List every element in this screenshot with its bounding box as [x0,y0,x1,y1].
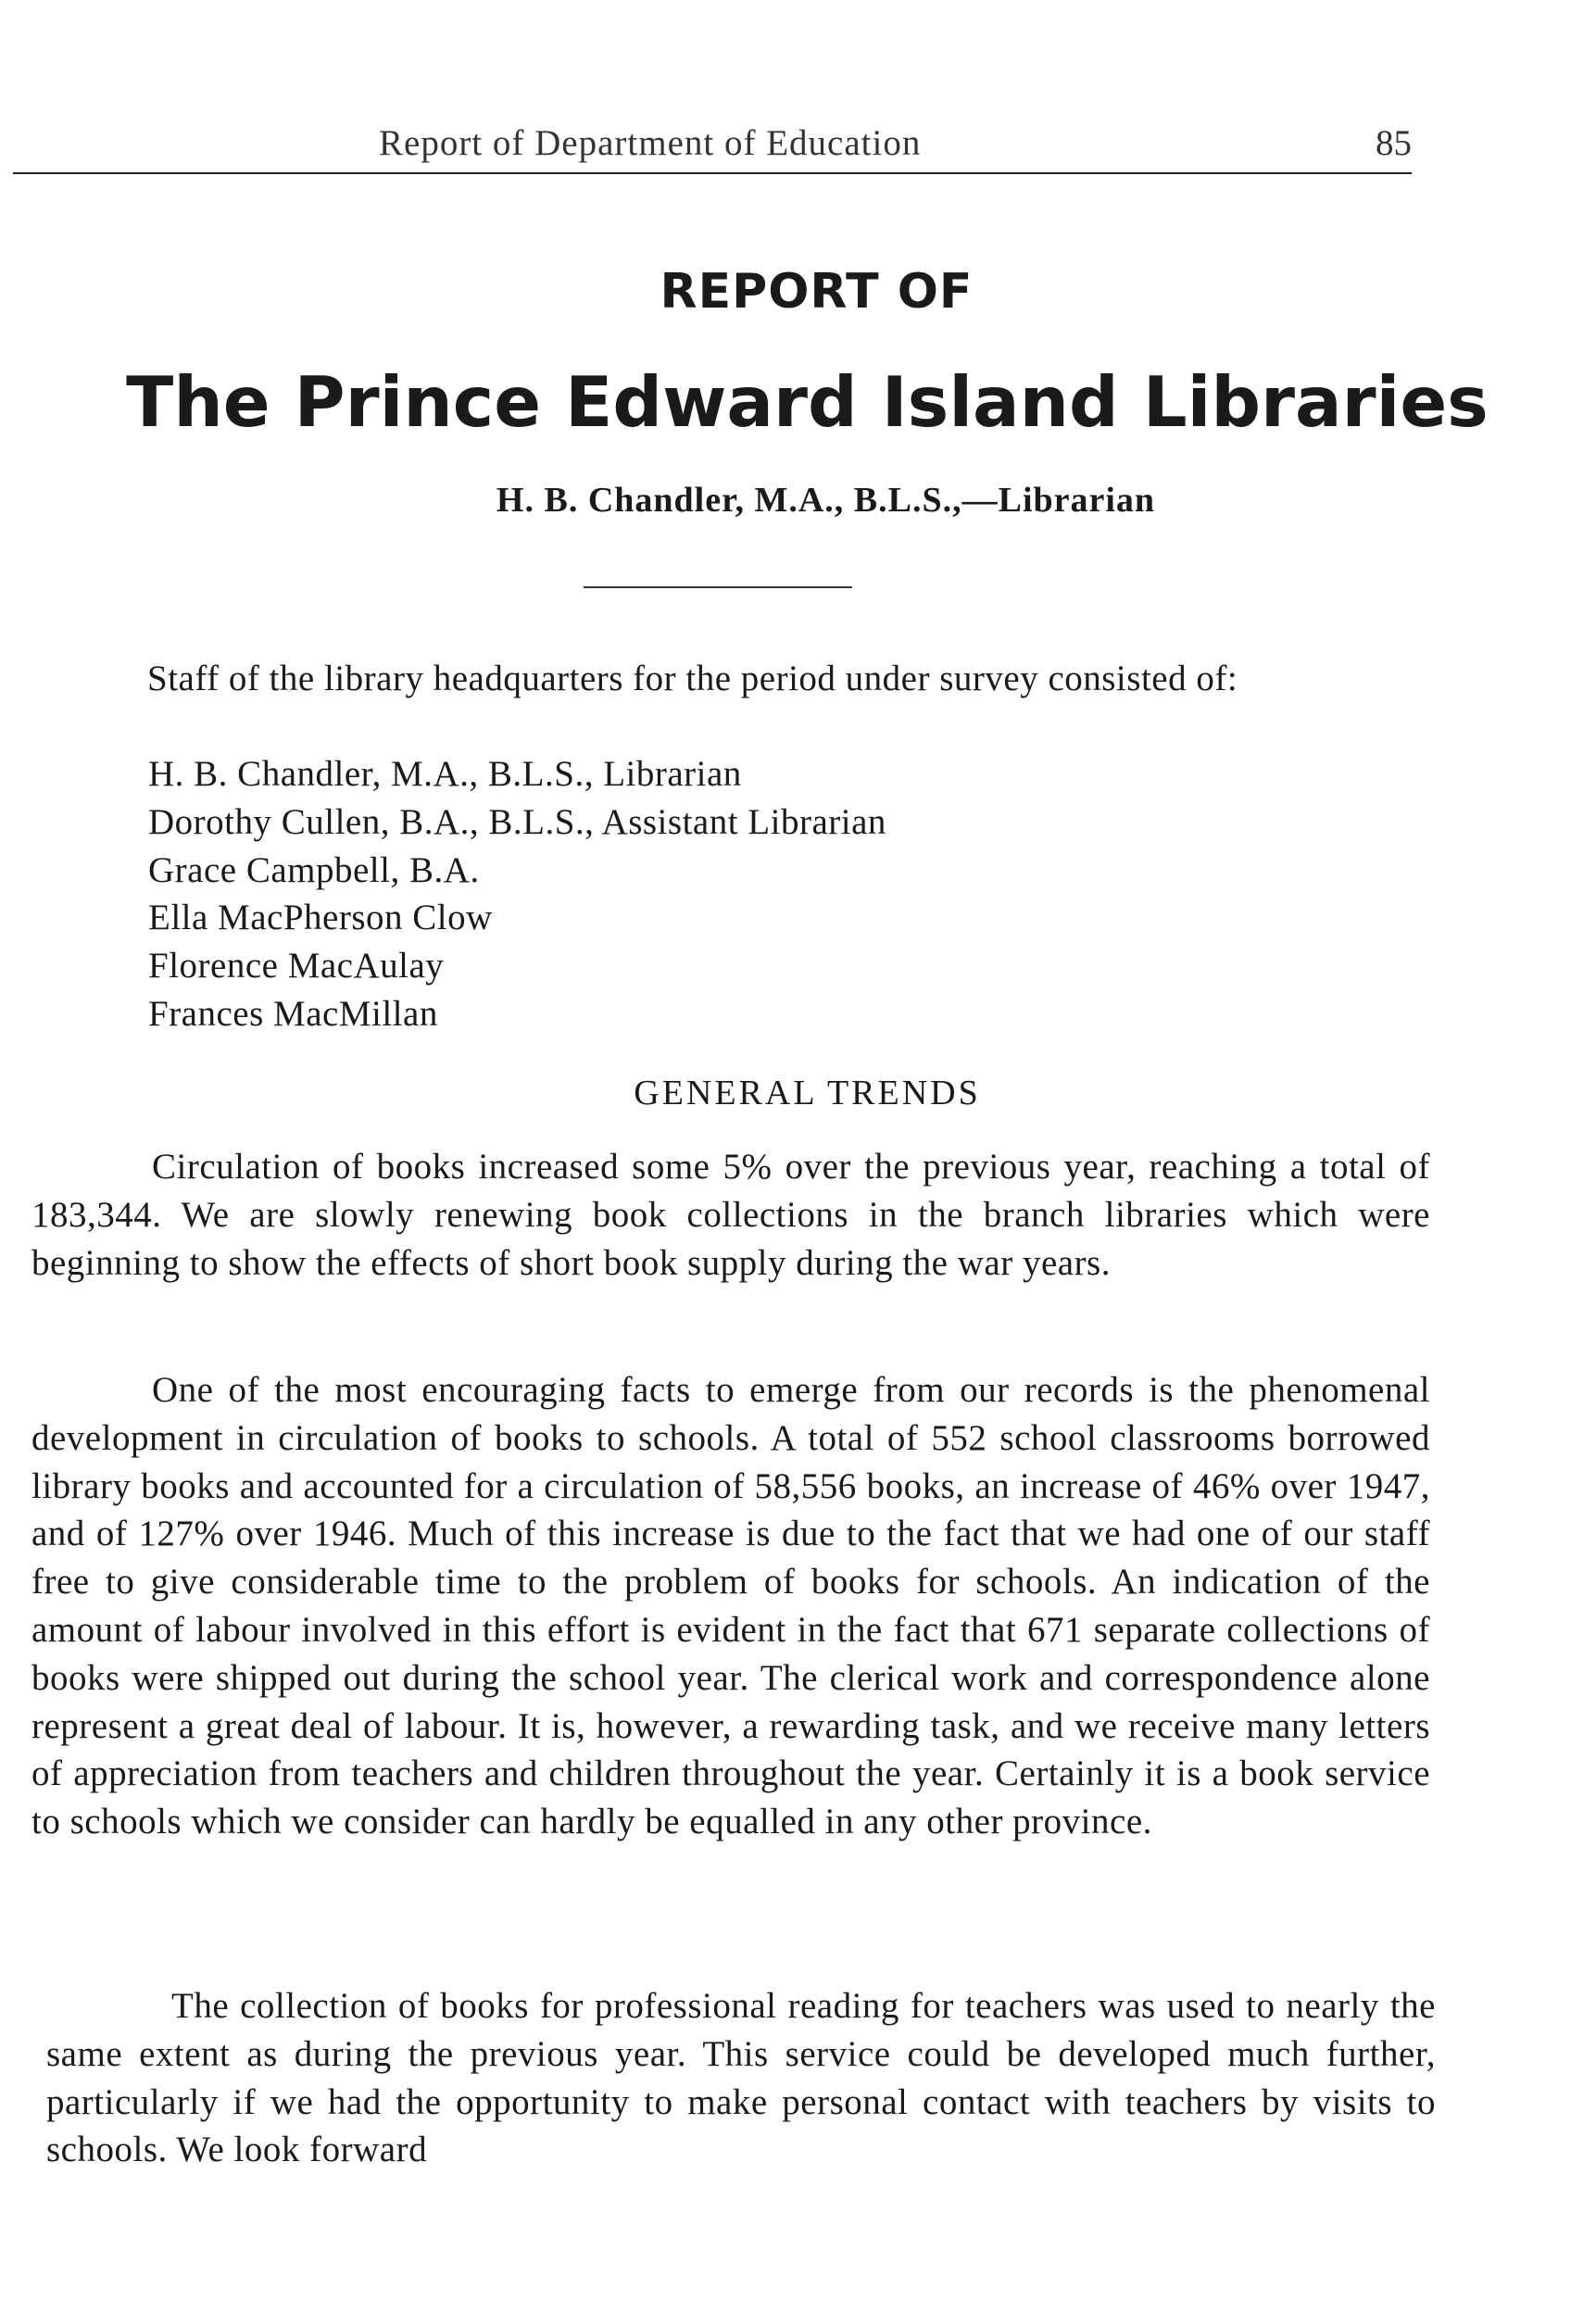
divider-rule [584,586,852,588]
running-header [13,119,1412,174]
running-title: Report of Department of Education [379,123,922,163]
staff-list-item: Grace Campbell, B.A. [148,849,480,890]
author-byline: H. B. Chandler, M.A., B.L.S.,—Librarian [496,481,1156,520]
staff-list-item: Dorothy Cullen, B.A., B.L.S., Assistant Librarian [148,801,886,842]
staff-list-item: Frances MacMillan [148,993,438,1034]
page-number: 85 [1376,123,1412,163]
staff-list-item: H. B. Chandler, M.A., B.L.S., Librarian [148,754,742,794]
body-paragraph: Circulation of books increased some 5% over the previous year, reaching a total of 183,344. We are slowly renewing book collections in the branch libraries which were beginning to show the effects of short book supply during the war years. [31,1147,1430,1283]
report-of-heading: REPORT OF [660,264,974,320]
section-heading-general-trends: GENERAL TRENDS [634,1074,981,1112]
body-paragraph: The collection of books for professional reading for teachers was used to nearly the same extent as during the previous year. This service could be developed much further, particularly if we had the opportunity to make personal contact with teachers by visits to schools. We look forward [46,1986,1436,2170]
staff-list [148,750,886,1038]
body-paragraph: One of the most encouraging facts to emerge from our records is the phenomenal development in circulation of books to schools. A total of 552 school classrooms borrowed library books and accounted for a circulation of 58,556 books, an increase of 46% over 1947, and of 127% over 1946. Much of this increase is due to the fact that we had one of our staff free to give considerable time to the problem of books for schools. An indication of the amount of labour involved in this effort is evident in the fact that 671 separate collections of books were shipped out during the school year. The clerical work and correspondence alone represent a great deal of labour. It is, however, a rewarding task, and we receive many letters of appreciation from teachers and children throughout the year. Certainly it is a book service to schools which we consider can hardly be equalled in any other province. [31,1370,1430,1842]
document-title: The Prince Edward Island Libraries [126,361,1489,443]
staff-intro-paragraph: Staff of the library headquarters for the period under survey consisted of: [147,659,1238,698]
staff-list-item: Florence MacAulay [148,946,445,987]
staff-list-item: Ella MacPherson Clow [148,898,493,938]
